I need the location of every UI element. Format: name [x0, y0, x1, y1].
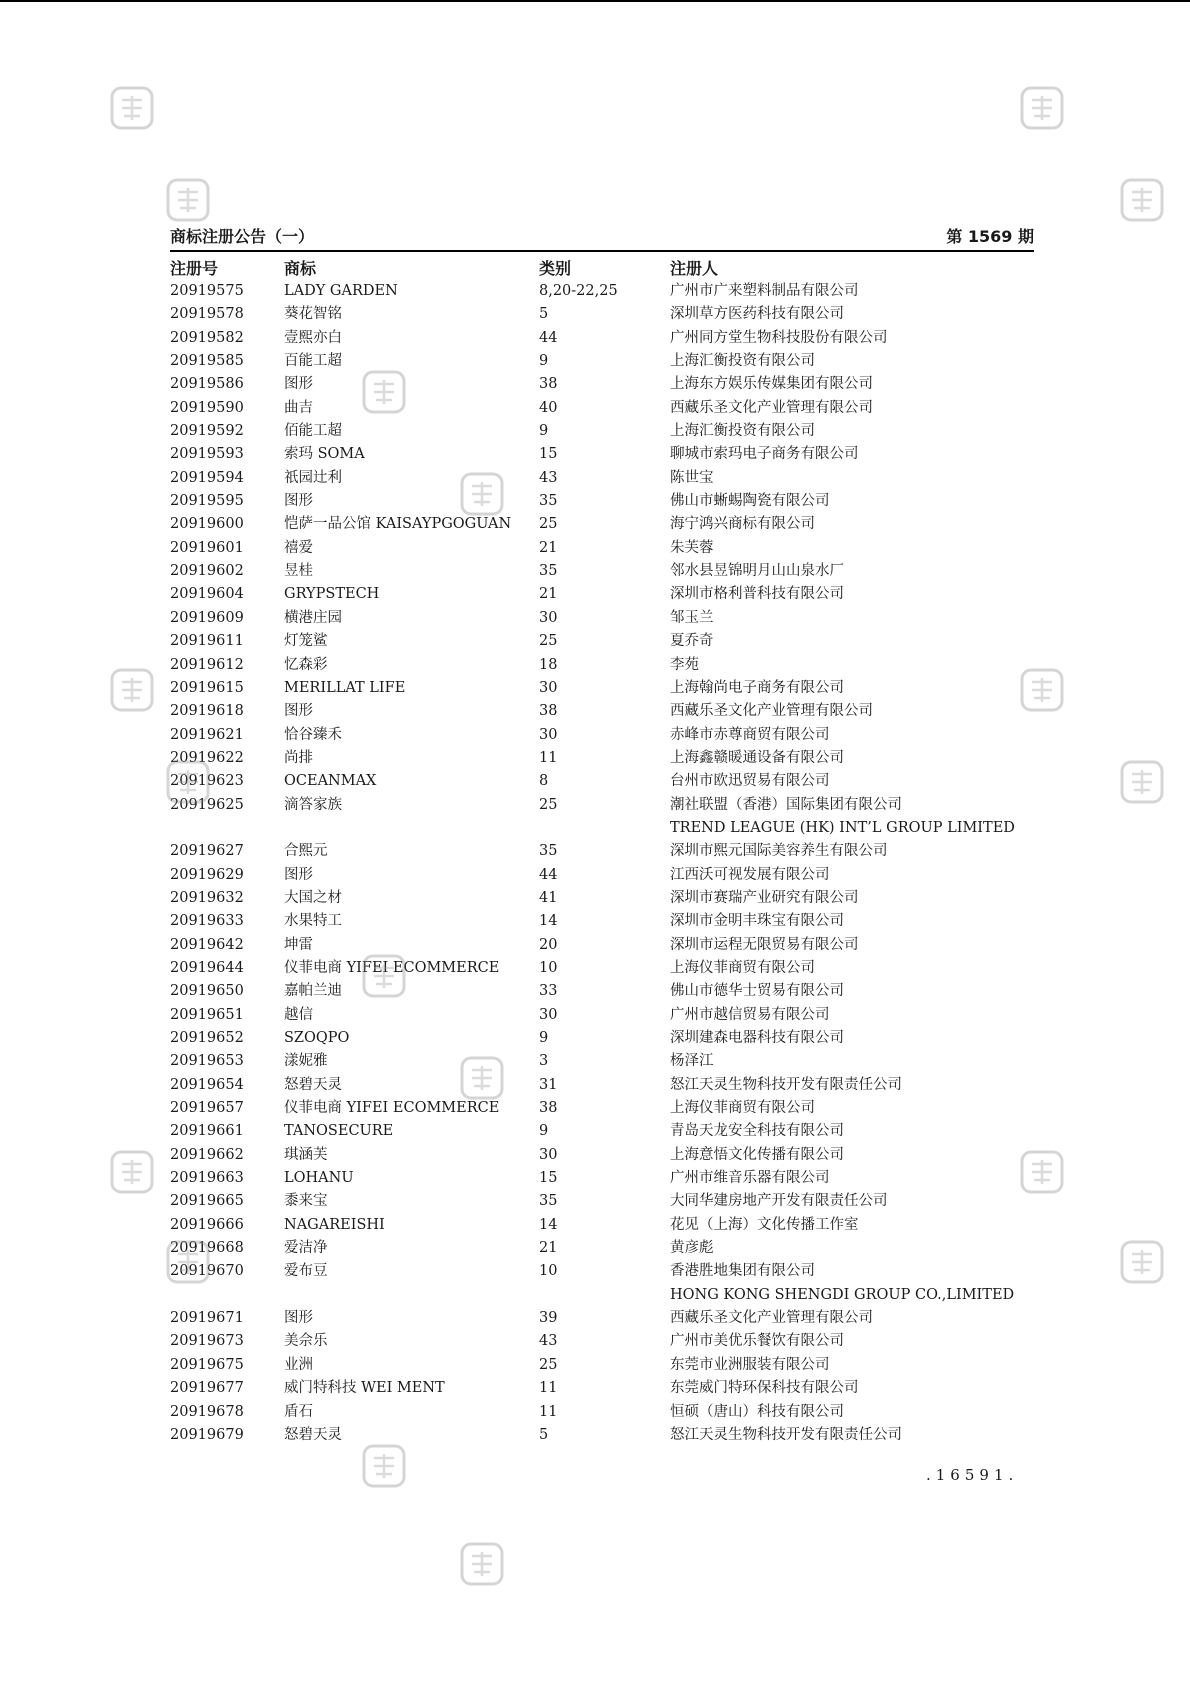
mark-cell: 怒碧天灵: [284, 1426, 342, 1443]
mark-cell: 黍来宝: [284, 1193, 328, 1210]
registrant-cell: 广州市美优乐餐饮有限公司: [670, 1333, 844, 1350]
registrant-cell: 上海意悟文化传播有限公司: [670, 1146, 844, 1163]
reg-no-cell: 20919629: [170, 866, 244, 883]
table-row: [170, 747, 1034, 770]
registrant-cell: 上海仪菲商贸有限公司: [670, 1100, 815, 1117]
mark-cell: 灯笼鲨: [284, 633, 328, 650]
registrant-cell: 江西沃可视发展有限公司: [670, 866, 830, 883]
watermark-icon: [108, 666, 156, 714]
class-cell: 30: [539, 726, 558, 743]
class-cell: 18: [539, 656, 558, 673]
reg-no-cell: 20919661: [170, 1123, 244, 1140]
class-cell: 25: [539, 796, 558, 813]
class-cell: 9: [539, 1030, 549, 1046]
table-row: [170, 1074, 1034, 1097]
reg-no-cell: 20919652: [170, 1030, 244, 1046]
registrant-cell: 上海仪菲商贸有限公司: [670, 959, 815, 976]
registrant-cell: 东莞市业洲服装有限公司: [670, 1356, 830, 1373]
table-row: [170, 303, 1034, 326]
mark-cell: 越信: [284, 1006, 313, 1023]
class-cell: 38: [539, 376, 558, 393]
reg-no-cell: 20919585: [170, 353, 244, 370]
class-cell: 11: [539, 1403, 558, 1420]
registrant-cell: 深圳市熙元国际美容养生有限公司: [670, 843, 888, 860]
table-row: [170, 1004, 1034, 1027]
mark-cell: 仪菲电商 YIFEI ECOMMERCE: [284, 959, 500, 976]
reg-no-cell: 20919666: [170, 1216, 244, 1233]
table-row: [170, 1424, 1034, 1447]
registrant-cell: 深圳建森电器科技有限公司: [670, 1030, 844, 1046]
class-cell: 25: [539, 633, 558, 650]
class-cell: 10: [539, 1263, 558, 1280]
mark-cell: 恰谷臻禾: [284, 726, 342, 743]
class-cell: 41: [539, 889, 558, 906]
table-row: [170, 864, 1034, 887]
reg-no-cell: 20919612: [170, 656, 244, 673]
col-reg-no: 注册号: [170, 259, 219, 278]
registrant-cell: 上海翰尚电子商务有限公司: [670, 679, 844, 696]
table-row: [170, 910, 1034, 933]
mark-cell: 图形: [284, 1310, 313, 1327]
table-row: [170, 560, 1034, 583]
registrant-cell: 广州同方堂生物科技股份有限公司: [670, 329, 888, 346]
mark-cell: 图形: [284, 866, 313, 883]
table-row: [170, 1120, 1034, 1143]
class-cell: 43: [539, 469, 558, 486]
reg-no-cell: 20919632: [170, 889, 244, 906]
reg-no-cell: 20919679: [170, 1426, 244, 1443]
registrant-cell: 上海鑫赣暖通设备有限公司: [670, 749, 844, 766]
watermark-icon: [164, 176, 212, 224]
table-row: [170, 607, 1034, 630]
reg-no-cell: 20919673: [170, 1333, 244, 1350]
class-cell: 44: [539, 866, 558, 883]
class-cell: 25: [539, 1356, 558, 1373]
class-cell: 31: [539, 1076, 558, 1093]
registrant-cell: 怒江天灵生物科技开发有限责任公司: [670, 1076, 902, 1093]
class-cell: 14: [539, 1216, 558, 1233]
class-cell: 38: [539, 703, 558, 720]
mark-cell: 曲吉: [284, 399, 313, 416]
registrant-cell: 佛山市蜥蜴陶瓷有限公司: [670, 493, 830, 510]
reg-no-cell: 20919600: [170, 516, 244, 533]
reg-no-cell: 20919670: [170, 1263, 244, 1280]
registrant-cell: 上海汇衡投资有限公司: [670, 423, 815, 440]
reg-no-cell: 20919586: [170, 376, 244, 393]
class-cell: 43: [539, 1333, 558, 1350]
reg-no-cell: 20919590: [170, 399, 244, 416]
mark-cell: GRYPSTECH: [284, 586, 380, 603]
class-cell: 20: [539, 936, 558, 953]
table-row: [170, 1237, 1034, 1260]
class-cell: 21: [539, 1240, 558, 1257]
mark-cell: 昱桂: [284, 563, 313, 580]
table-row: [170, 443, 1034, 466]
mark-cell: 爱洁净: [284, 1240, 328, 1257]
mark-cell: 盾石: [284, 1403, 313, 1420]
watermark-icon: [458, 1054, 506, 1102]
mark-cell: 美佘乐: [284, 1333, 328, 1350]
class-cell: 30: [539, 1146, 558, 1163]
table-row: [170, 490, 1034, 513]
mark-cell: TANOSECURE: [284, 1123, 394, 1140]
reg-no-cell: 20919623: [170, 773, 244, 790]
header-rule: [170, 250, 1034, 252]
registrant-cell: 深圳市运程无限贸易有限公司: [670, 936, 859, 953]
reg-no-cell: 20919602: [170, 563, 244, 580]
table-row: [170, 350, 1034, 373]
class-cell: 39: [539, 1310, 558, 1327]
mark-cell: OCEANMAX: [284, 773, 377, 790]
registrant-cell: 邹玉兰: [670, 609, 714, 626]
mark-cell: NAGAREISHI: [284, 1216, 385, 1233]
table-row: [170, 1214, 1034, 1237]
table-row: [170, 1050, 1034, 1073]
mark-cell: 索玛 SOMA: [284, 446, 365, 463]
registrant-cell: 邻水县昱锦明月山山泉水厂: [670, 563, 844, 580]
registrant-cell: 深圳草方医药科技有限公司: [670, 306, 844, 323]
class-cell: 35: [539, 1193, 558, 1210]
reg-no-cell: 20919675: [170, 1356, 244, 1373]
class-cell: 11: [539, 1380, 558, 1397]
mark-cell: 葵花智铭: [284, 306, 342, 323]
mark-cell: 图形: [284, 703, 313, 720]
table-row: [170, 980, 1034, 1003]
table-row: [170, 1167, 1034, 1190]
watermark-icon: [360, 1442, 408, 1490]
reg-no-cell: 20919621: [170, 726, 244, 743]
watermark-icon: [1118, 758, 1166, 806]
table-row: [170, 654, 1034, 677]
mark-cell: LADY GARDEN: [284, 283, 398, 299]
table-row: [170, 537, 1034, 560]
class-cell: 25: [539, 516, 558, 533]
class-cell: 33: [539, 983, 558, 1000]
reg-no-cell: 20919578: [170, 306, 244, 323]
table-row: [170, 1284, 1034, 1307]
watermark-icon: [1018, 666, 1066, 714]
class-cell: 9: [539, 1123, 549, 1140]
reg-no-cell: 20919582: [170, 329, 244, 346]
registrant-cell: 花见（上海）文化传播工作室: [670, 1216, 859, 1233]
mark-cell: 业洲: [284, 1356, 313, 1373]
col-classes: 类别: [539, 259, 572, 278]
table-row: [170, 420, 1034, 443]
mark-cell: 爱布豆: [284, 1263, 328, 1280]
class-cell: 40: [539, 399, 558, 416]
mark-cell: LOHANU: [284, 1170, 354, 1187]
class-cell: 21: [539, 586, 558, 603]
table-row: [170, 1401, 1034, 1424]
registrant-cell: 怒江天灵生物科技开发有限责任公司: [670, 1426, 902, 1443]
reg-no-cell: 20919644: [170, 959, 244, 976]
watermark-icon: [164, 1238, 212, 1286]
mark-cell: 琪涵芙: [284, 1146, 328, 1163]
reg-no-cell: 20919625: [170, 796, 244, 813]
mark-cell: 大国之材: [284, 889, 342, 906]
class-cell: 35: [539, 843, 558, 860]
registrant-cell: 深圳市格利普科技有限公司: [670, 586, 844, 603]
reg-no-cell: 20919653: [170, 1053, 244, 1070]
watermark-icon: [108, 84, 156, 132]
watermark-icon: [1118, 176, 1166, 224]
registrant-cell: 东莞威门特环保科技有限公司: [670, 1380, 859, 1397]
reg-no-cell: 20919601: [170, 539, 244, 556]
page-number: .16591.: [926, 1466, 1019, 1484]
registrant-cell: 大同华建房地产开发有限责任公司: [670, 1193, 888, 1210]
mark-cell: 百能工超: [284, 353, 342, 370]
class-cell: 44: [539, 329, 558, 346]
mark-cell: 忆森彩: [284, 656, 328, 673]
registrant-cell: 深圳市金明丰珠宝有限公司: [670, 913, 844, 930]
registrant-cell: 台州市欧迅贸易有限公司: [670, 773, 830, 790]
registrant-cell: 上海东方娱乐传媒集团有限公司: [670, 376, 873, 393]
class-cell: 5: [539, 1426, 549, 1443]
class-cell: 5: [539, 306, 549, 323]
class-cell: 35: [539, 563, 558, 580]
class-cell: 30: [539, 1006, 558, 1023]
top-border: [0, 0, 1190, 2]
reg-no-cell: 20919678: [170, 1403, 244, 1420]
reg-no-cell: 20919615: [170, 679, 244, 696]
watermark-icon: [458, 1540, 506, 1588]
mark-cell: 怒碧天灵: [284, 1076, 342, 1093]
class-cell: 3: [539, 1053, 549, 1070]
reg-no-cell: 20919622: [170, 749, 244, 766]
class-cell: 8,20-22,25: [539, 283, 618, 299]
mark-cell: 图形: [284, 493, 313, 510]
mark-cell: 祇园辻利: [284, 469, 342, 486]
table-row: [170, 397, 1034, 420]
mark-cell: 水果特工: [284, 913, 342, 930]
registrant-cell: 恒硕（唐山）科技有限公司: [670, 1403, 844, 1420]
mark-cell: 禧爱: [284, 539, 313, 556]
class-cell: 30: [539, 679, 558, 696]
registrant-cell: 佛山市德华士贸易有限公司: [670, 983, 844, 1000]
watermark-icon: [360, 368, 408, 416]
table-row: [170, 677, 1034, 700]
table-row: [170, 467, 1034, 490]
table-row: [170, 630, 1034, 653]
issue-number: 第 1569 期: [946, 227, 1034, 246]
mark-cell: 威门特科技 WEI MENT: [284, 1380, 445, 1397]
reg-no-cell: 20919654: [170, 1076, 244, 1093]
watermark-icon: [458, 470, 506, 518]
class-cell: 14: [539, 913, 558, 930]
registrant-cell: 夏乔奇: [670, 633, 714, 650]
page-header: [170, 224, 1034, 250]
watermark-icon: [108, 1148, 156, 1196]
trademark-table: [170, 280, 1034, 1447]
class-cell: 9: [539, 423, 549, 440]
registrant-cell: 赤峰市赤尊商贸有限公司: [670, 726, 830, 743]
registrant-cell: 黄彦彪: [670, 1240, 714, 1257]
class-cell: 21: [539, 539, 558, 556]
mark-cell: 恺萨一品公馆 KAISAYPGOGUAN: [284, 516, 512, 533]
reg-no-cell: 20919651: [170, 1006, 244, 1023]
registrant-cell: 广州市维音乐器有限公司: [670, 1170, 830, 1187]
class-cell: 9: [539, 353, 549, 370]
reg-no-cell: 20919671: [170, 1310, 244, 1327]
mark-cell: 嘉帕兰迪: [284, 983, 342, 1000]
mark-cell: 横港庄园: [284, 609, 342, 626]
class-cell: 11: [539, 749, 558, 766]
registrant-cell: 广州市越信贸易有限公司: [670, 1006, 830, 1023]
class-cell: 10: [539, 959, 558, 976]
watermark-icon: [164, 758, 212, 806]
table-row: [170, 840, 1034, 863]
class-cell: 30: [539, 609, 558, 626]
table-row: [170, 1190, 1034, 1213]
column-headers: [170, 256, 1034, 278]
table-row: [170, 373, 1034, 396]
mark-cell: 漾妮雅: [284, 1053, 328, 1070]
class-cell: 35: [539, 493, 558, 510]
table-row: [170, 934, 1034, 957]
registrant-cell: HONG KONG SHENGDI GROUP CO.,LIMITED: [670, 1286, 1015, 1303]
table-row: [170, 887, 1034, 910]
reg-no-cell: 20919592: [170, 423, 244, 440]
table-row: [170, 1097, 1034, 1120]
table-row: [170, 1027, 1034, 1050]
registrant-cell: 青岛天龙安全科技有限公司: [670, 1123, 844, 1140]
class-cell: 15: [539, 446, 558, 463]
table-row: [170, 700, 1034, 723]
registrant-cell: 聊城市索玛电子商务有限公司: [670, 446, 859, 463]
table-row: [170, 1354, 1034, 1377]
registrant-cell: 李苑: [670, 656, 699, 673]
class-cell: 38: [539, 1100, 558, 1117]
reg-no-cell: 20919657: [170, 1100, 244, 1117]
table-row: [170, 957, 1034, 980]
reg-no-cell: 20919618: [170, 703, 244, 720]
registrant-cell: 西藏乐圣文化产业管理有限公司: [670, 399, 873, 416]
watermark-icon: [1018, 1148, 1066, 1196]
registrant-cell: 深圳市赛瑞产业研究有限公司: [670, 889, 859, 906]
table-row: [170, 724, 1034, 747]
mark-cell: SZOQPO: [284, 1030, 350, 1046]
registrant-cell: 海宁鸿兴商标有限公司: [670, 516, 815, 533]
class-cell: 8: [539, 773, 549, 790]
mark-cell: 壹熙亦白: [284, 329, 342, 346]
reg-no-cell: 20919633: [170, 913, 244, 930]
table-row: [170, 1330, 1034, 1353]
table-row: [170, 817, 1034, 840]
table-row: [170, 794, 1034, 817]
reg-no-cell: 20919668: [170, 1240, 244, 1257]
registrant-cell: TREND LEAGUE (HK) INT’L GROUP LIMITED: [670, 819, 1015, 836]
reg-no-cell: 20919662: [170, 1146, 244, 1163]
watermark-icon: [1118, 1238, 1166, 1286]
registrant-cell: 香港胜地集团有限公司: [670, 1263, 815, 1280]
mark-cell: 佰能工超: [284, 423, 342, 440]
reg-no-cell: 20919575: [170, 283, 244, 299]
registrant-cell: 陈世宝: [670, 469, 714, 486]
table-row: [170, 280, 1034, 303]
registrant-cell: 杨泽江: [670, 1053, 714, 1070]
reg-no-cell: 20919604: [170, 586, 244, 603]
table-row: [170, 513, 1034, 536]
page-title: 商标注册公告（一）: [170, 227, 315, 246]
reg-no-cell: 20919627: [170, 843, 244, 860]
class-cell: 15: [539, 1170, 558, 1187]
reg-no-cell: 20919594: [170, 469, 244, 486]
mark-cell: 滴答家族: [284, 796, 342, 813]
mark-cell: 坤雷: [284, 936, 313, 953]
reg-no-cell: 20919677: [170, 1380, 244, 1397]
registrant-cell: 朱芙蓉: [670, 539, 714, 556]
reg-no-cell: 20919650: [170, 983, 244, 1000]
reg-no-cell: 20919665: [170, 1193, 244, 1210]
table-row: [170, 1377, 1034, 1400]
registrant-cell: 西藏乐圣文化产业管理有限公司: [670, 1310, 873, 1327]
reg-no-cell: 20919611: [170, 633, 244, 650]
reg-no-cell: 20919642: [170, 936, 244, 953]
table-row: [170, 1260, 1034, 1283]
reg-no-cell: 20919595: [170, 493, 244, 510]
reg-no-cell: 20919663: [170, 1170, 244, 1187]
table-row: [170, 327, 1034, 350]
mark-cell: 仪菲电商 YIFEI ECOMMERCE: [284, 1100, 500, 1117]
table-row: [170, 770, 1034, 793]
watermark-icon: [360, 952, 408, 1000]
col-registrant: 注册人: [670, 259, 719, 278]
reg-no-cell: 20919593: [170, 446, 244, 463]
col-mark: 商标: [284, 259, 317, 278]
registrant-cell: 上海汇衡投资有限公司: [670, 353, 815, 370]
table-row: [170, 1144, 1034, 1167]
mark-cell: 尚排: [284, 749, 313, 766]
mark-cell: 图形: [284, 376, 313, 393]
mark-cell: MERILLAT LIFE: [284, 679, 406, 696]
table-row: [170, 1307, 1034, 1330]
mark-cell: 合熙元: [284, 843, 328, 860]
reg-no-cell: 20919609: [170, 609, 244, 626]
watermark-icon: [1018, 84, 1066, 132]
registrant-cell: 潮社联盟（香港）国际集团有限公司: [670, 796, 902, 813]
table-row: [170, 583, 1034, 606]
registrant-cell: 广州市广来塑料制品有限公司: [670, 283, 859, 299]
registrant-cell: 西藏乐圣文化产业管理有限公司: [670, 703, 873, 720]
